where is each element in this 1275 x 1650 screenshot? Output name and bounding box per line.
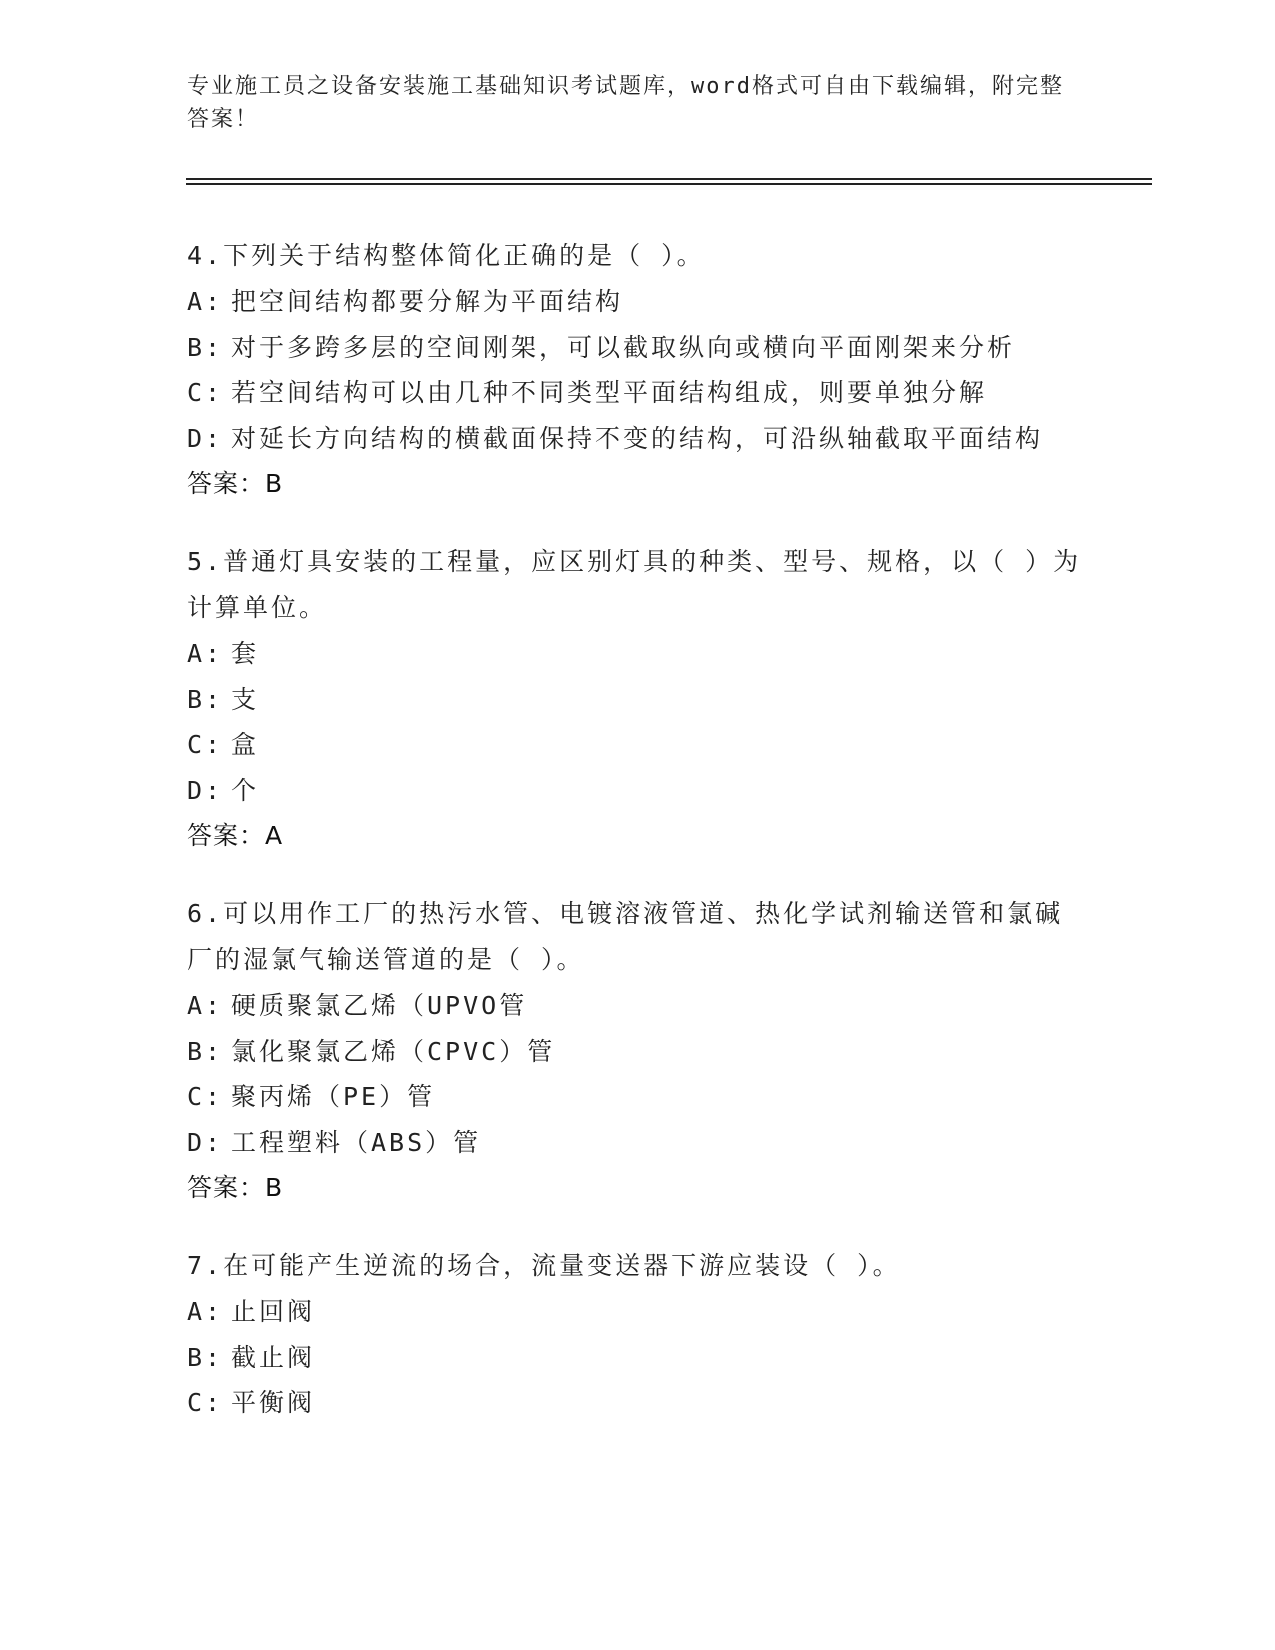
header-divider-top (186, 178, 1152, 180)
option-letter: B: (187, 1342, 224, 1372)
option-letter: A: (187, 1297, 224, 1326)
answer-option (187, 1074, 1087, 1120)
answer-option (187, 325, 1087, 371)
answer-option (187, 768, 1087, 814)
option-text: 把空间结构都要分解为平面结构 (231, 287, 624, 316)
option-text: 硬质聚氯乙烯（UPVO管 (231, 991, 528, 1020)
option-letter: B: (187, 1036, 224, 1066)
question-block (187, 233, 1087, 507)
header-divider-bottom (186, 183, 1152, 185)
option-letter: A: (187, 287, 224, 316)
option-text: 套 (231, 639, 260, 668)
option-text: 工程塑料（ABS）管 (231, 1127, 482, 1157)
option-text: 氯化聚氯乙烯（CPVC）管 (231, 1036, 556, 1066)
answer-option (187, 279, 1087, 325)
option-letter: C: (187, 1388, 224, 1417)
document-header: 专业施工员之设备安装施工基础知识考试题库，word格式可自由下载编辑，附完整答案！ (187, 74, 1064, 132)
option-letter: B: (187, 684, 224, 714)
option-text: 聚丙烯（PE）管 (231, 1082, 436, 1111)
option-letter: A: (187, 639, 224, 668)
option-letter: D: (187, 423, 224, 453)
answer-key: 答案：A (187, 821, 284, 850)
option-text: 对于多跨多层的空间刚架，可以截取纵向或横向平面刚架来分析 (231, 332, 1016, 362)
question-block (187, 539, 1087, 859)
question-stem: 4.下列关于结构整体简化正确的是（ ）。 (187, 241, 705, 270)
option-letter: B: (187, 332, 224, 362)
option-text: 对延长方向结构的横截面保持不变的结构，可沿纵轴截取平面结构 (231, 423, 1044, 453)
question-block (187, 891, 1087, 1211)
answer-option (187, 1029, 1087, 1075)
option-letter: C: (187, 378, 224, 407)
question-stem: 6.可以用作工厂的热污水管、电镀溶液管道、热化学试剂输送管和氯碱厂的湿氯气输送管道的是（ ）。 (187, 899, 1064, 974)
answer-option (187, 1335, 1087, 1381)
option-text: 个 (231, 775, 260, 805)
question-stem: 5.普通灯具安装的工程量，应区别灯具的种类、型号、规格，以（ ）为计算单位。 (187, 547, 1082, 622)
answer-option (187, 416, 1087, 462)
option-letter: C: (187, 730, 224, 759)
answer-option (187, 677, 1087, 723)
answer-option (187, 722, 1087, 768)
answer-option (187, 631, 1087, 677)
option-text: 若空间结构可以由几种不同类型平面结构组成，则要单独分解 (231, 378, 988, 407)
option-text: 止回阀 (231, 1297, 316, 1326)
answer-option (187, 983, 1087, 1029)
question-list (187, 233, 1087, 1458)
option-letter: D: (187, 775, 224, 805)
option-letter: A: (187, 991, 224, 1020)
option-text: 支 (231, 684, 260, 714)
answer-option (187, 1289, 1087, 1335)
answer-option (187, 1380, 1087, 1426)
answer-key: 答案：B (187, 469, 284, 498)
option-letter: C: (187, 1082, 224, 1111)
answer-key: 答案：B (187, 1173, 284, 1202)
answer-option (187, 1120, 1087, 1166)
option-text: 截止阀 (231, 1342, 316, 1372)
option-letter: D: (187, 1127, 224, 1157)
option-text: 盒 (231, 730, 260, 759)
question-stem: 7.在可能产生逆流的场合，流量变送器下游应装设（ ）。 (187, 1251, 901, 1280)
question-block (187, 1243, 1087, 1426)
option-text: 平衡阀 (231, 1388, 316, 1417)
answer-option (187, 370, 1087, 416)
